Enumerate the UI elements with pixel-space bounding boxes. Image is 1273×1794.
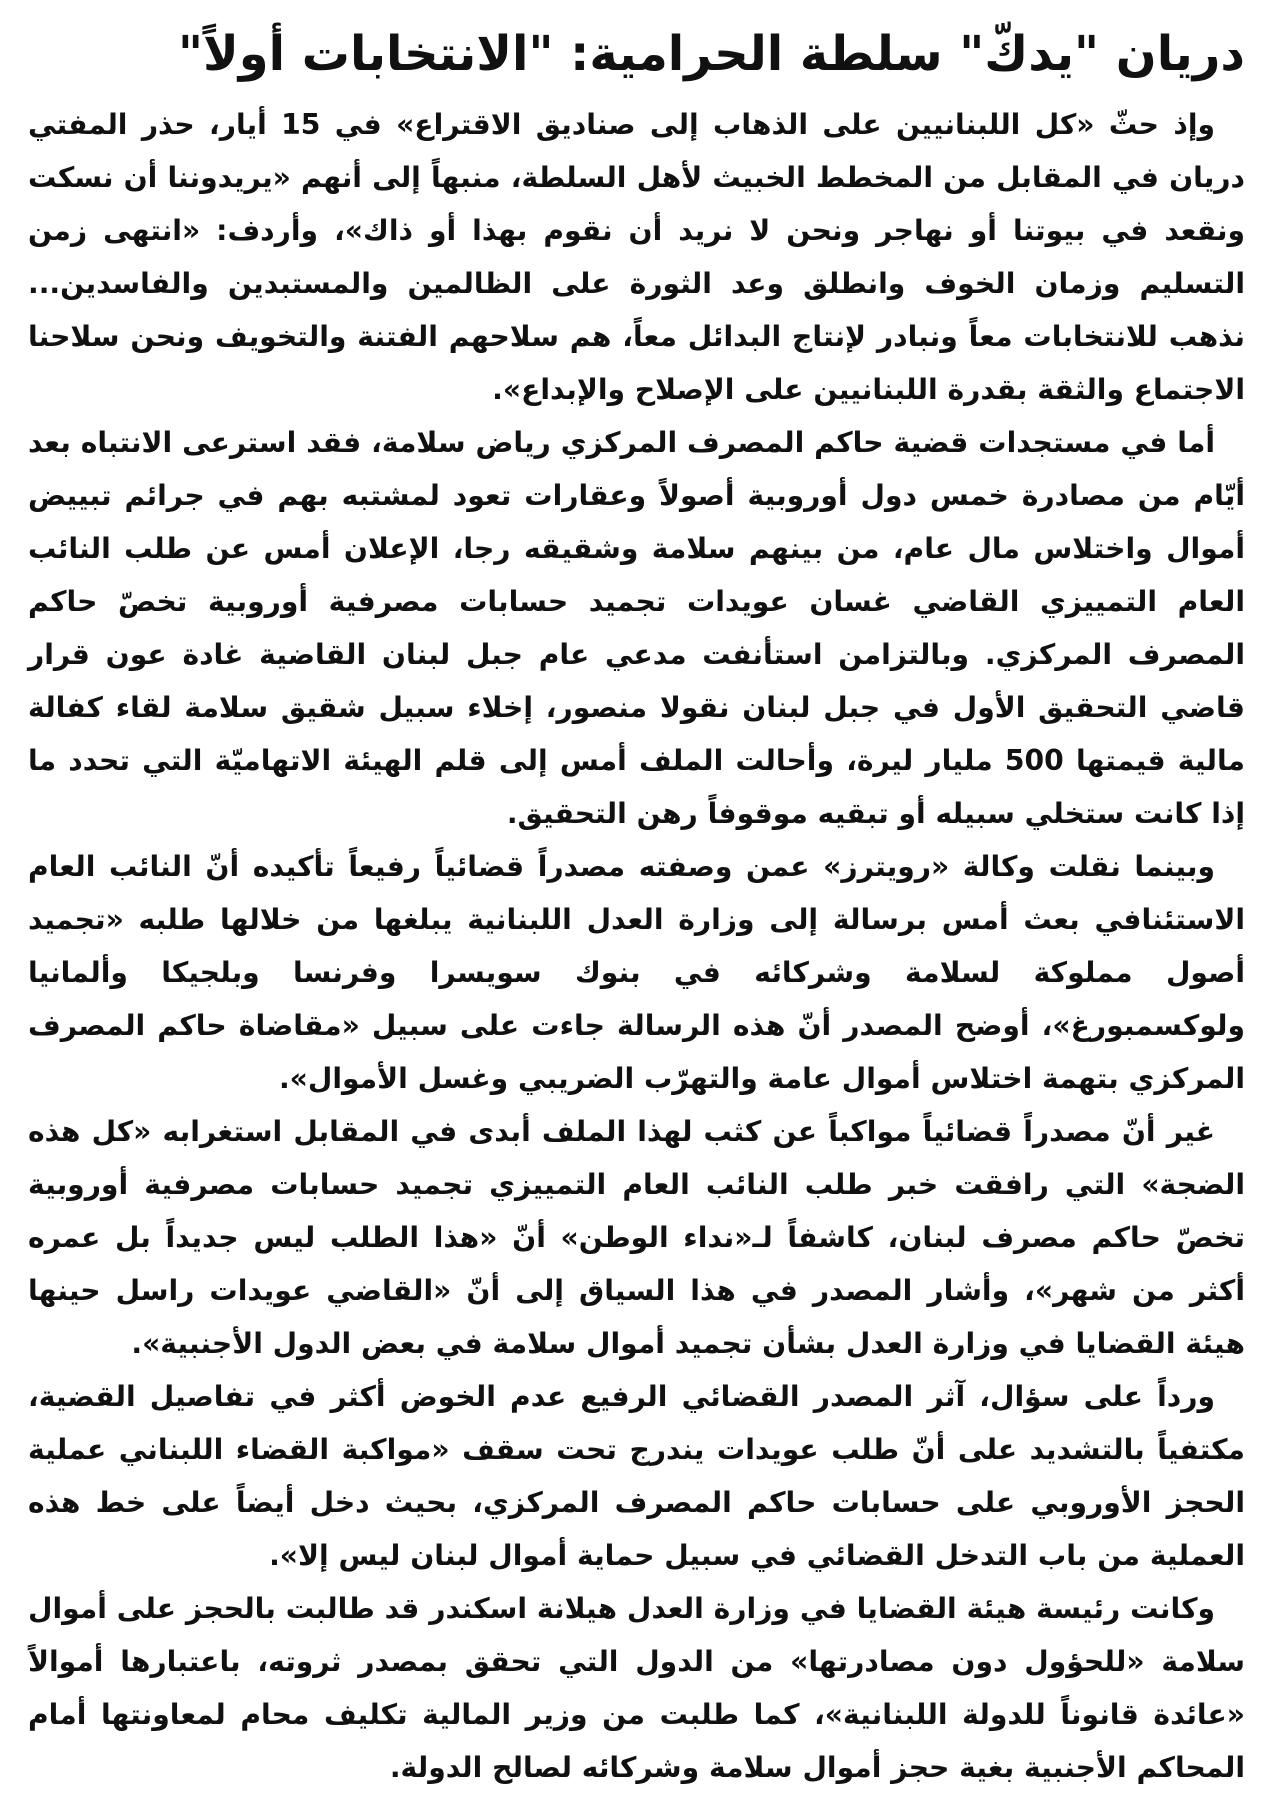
news-article bbox=[28, 22, 1245, 1794]
article-paragraph: وكانت رئيسة هيئة القضايا في وزارة العدل هيلانة اسكندر قد طالبت بالحجز على أموال سلامة «للحؤول دون مصادرتها» من الدول التي تحقق بمصدر ثروته، باعتبارها أموالاً «عائدة قانوناً للدولة اللبنانية»، كما طلبت من وزير المالية تكليف محام لمعاونتها أمام المحاكم الأجنبية بغية حجز أموال سلامة وشركائه لصالح الدولة. bbox=[28, 1592, 1245, 1784]
article-paragraph: وإذ حثّ «كل اللبنانيين على الذهاب إلى صناديق الاقتراع» في 15 أيار، حذر المفتي دريان في المقابل من المخطط الخبيث لأهل السلطة، منبهاً إلى أنهم «يريدوننا أن نسكت ونقعد في بيوتنا أو نهاجر ونحن لا نريد أن نقوم بهذا أو ذاك»، وأردف: «انتهى زمن التسليم وزمان الخوف وانطلق وعد الثورة على الظالمين والمستبدين والفاسدين... نذهب للانتخابات معاً ونبادر لإنتاج البدائل معاً، هم سلاحهم الفتنة والتخويف ونحن سلاحنا الاجتماع والثقة بقدرة اللبنانيين على الإصلاح والإبداع». bbox=[28, 108, 1245, 406]
article-body bbox=[28, 98, 1245, 1794]
article-paragraph: وبينما نقلت وكالة «رويترز» عمن وصفته مصدراً قضائياً رفيعاً تأكيده أنّ النائب العام الاستئنافي بعث أمس برسالة إلى وزارة العدل اللبنانية يبلغها من خلالها طلبه «تجميد أصول مملوكة لسلامة وشركائه في بنوك سويسرا وفرنسا وبلجيكا وألمانيا ولوكسمبورغ»، أوضح المصدر أنّ هذه الرسالة جاءت على سبيل «مقاضاة حاكم المصرف المركزي بتهمة اختلاس أموال عامة والتهرّب الضريبي وغسل الأموال». bbox=[28, 850, 1245, 1095]
article-headline: دريان "يدكّ" سلطة الحرامية: "الانتخابات أولاً" bbox=[177, 26, 1245, 82]
article-paragraph: ورداً على سؤال، آثر المصدر القضائي الرفيع عدم الخوض أكثر في تفاصيل القضية، مكتفياً بالتشديد على أنّ طلب عويدات يندرج تحت سقف «مواكبة القضاء اللبناني عملية الحجز الأوروبي على حسابات حاكم المصرف المركزي، بحيث دخل أيضاً على خط هذه العملية من باب التدخل القضائي في سبيل حماية أموال لبنان ليس إلا». bbox=[28, 1380, 1245, 1572]
article-paragraph: غير أنّ مصدراً قضائياً مواكباً عن كثب لهذا الملف أبدى في المقابل استغرابه «كل هذه الضجة» التي رافقت خبر طلب النائب العام التمييزي تجميد حسابات مصرفية أوروبية تخصّ حاكم مصرف لبنان، كاشفاً لـ«نداء الوطن» أنّ «هذا الطلب ليس جديداً بل عمره أكثر من شهر»، وأشار المصدر في هذا السياق إلى أنّ «القاضي عويدات راسل حينها هيئة القضايا في وزارة العدل بشأن تجميد أموال سلامة في بعض الدول الأجنبية». bbox=[28, 1115, 1245, 1360]
article-paragraph: أما في مستجدات قضية حاكم المصرف المركزي رياض سلامة، فقد استرعى الانتباه بعد أيّام من مصادرة خمس دول أوروبية أصولاً وعقارات تعود لمشتبه بهم في جرائم تبييض أموال واختلاس مال عام، من بينهم سلامة وشقيقه رجا، الإعلان أمس عن طلب النائب العام التمييزي القاضي غسان عويدات تجميد حسابات مصرفية أوروبية تخصّ حاكم المصرف المركزي. وبالتزامن استأنفت مدعي عام جبل لبنان القاضية غادة عون قرار قاضي التحقيق الأول في جبل لبنان نقولا منصور، إخلاء سبيل شقيق سلامة لقاء كفالة مالية قيمتها 500 مليار ليرة، وأحالت الملف أمس إلى قلم الهيئة الاتهاميّة التي تحدد ما إذا كانت ستخلي سبيله أو تبقيه موقوفاً رهن التحقيق. bbox=[28, 426, 1246, 830]
